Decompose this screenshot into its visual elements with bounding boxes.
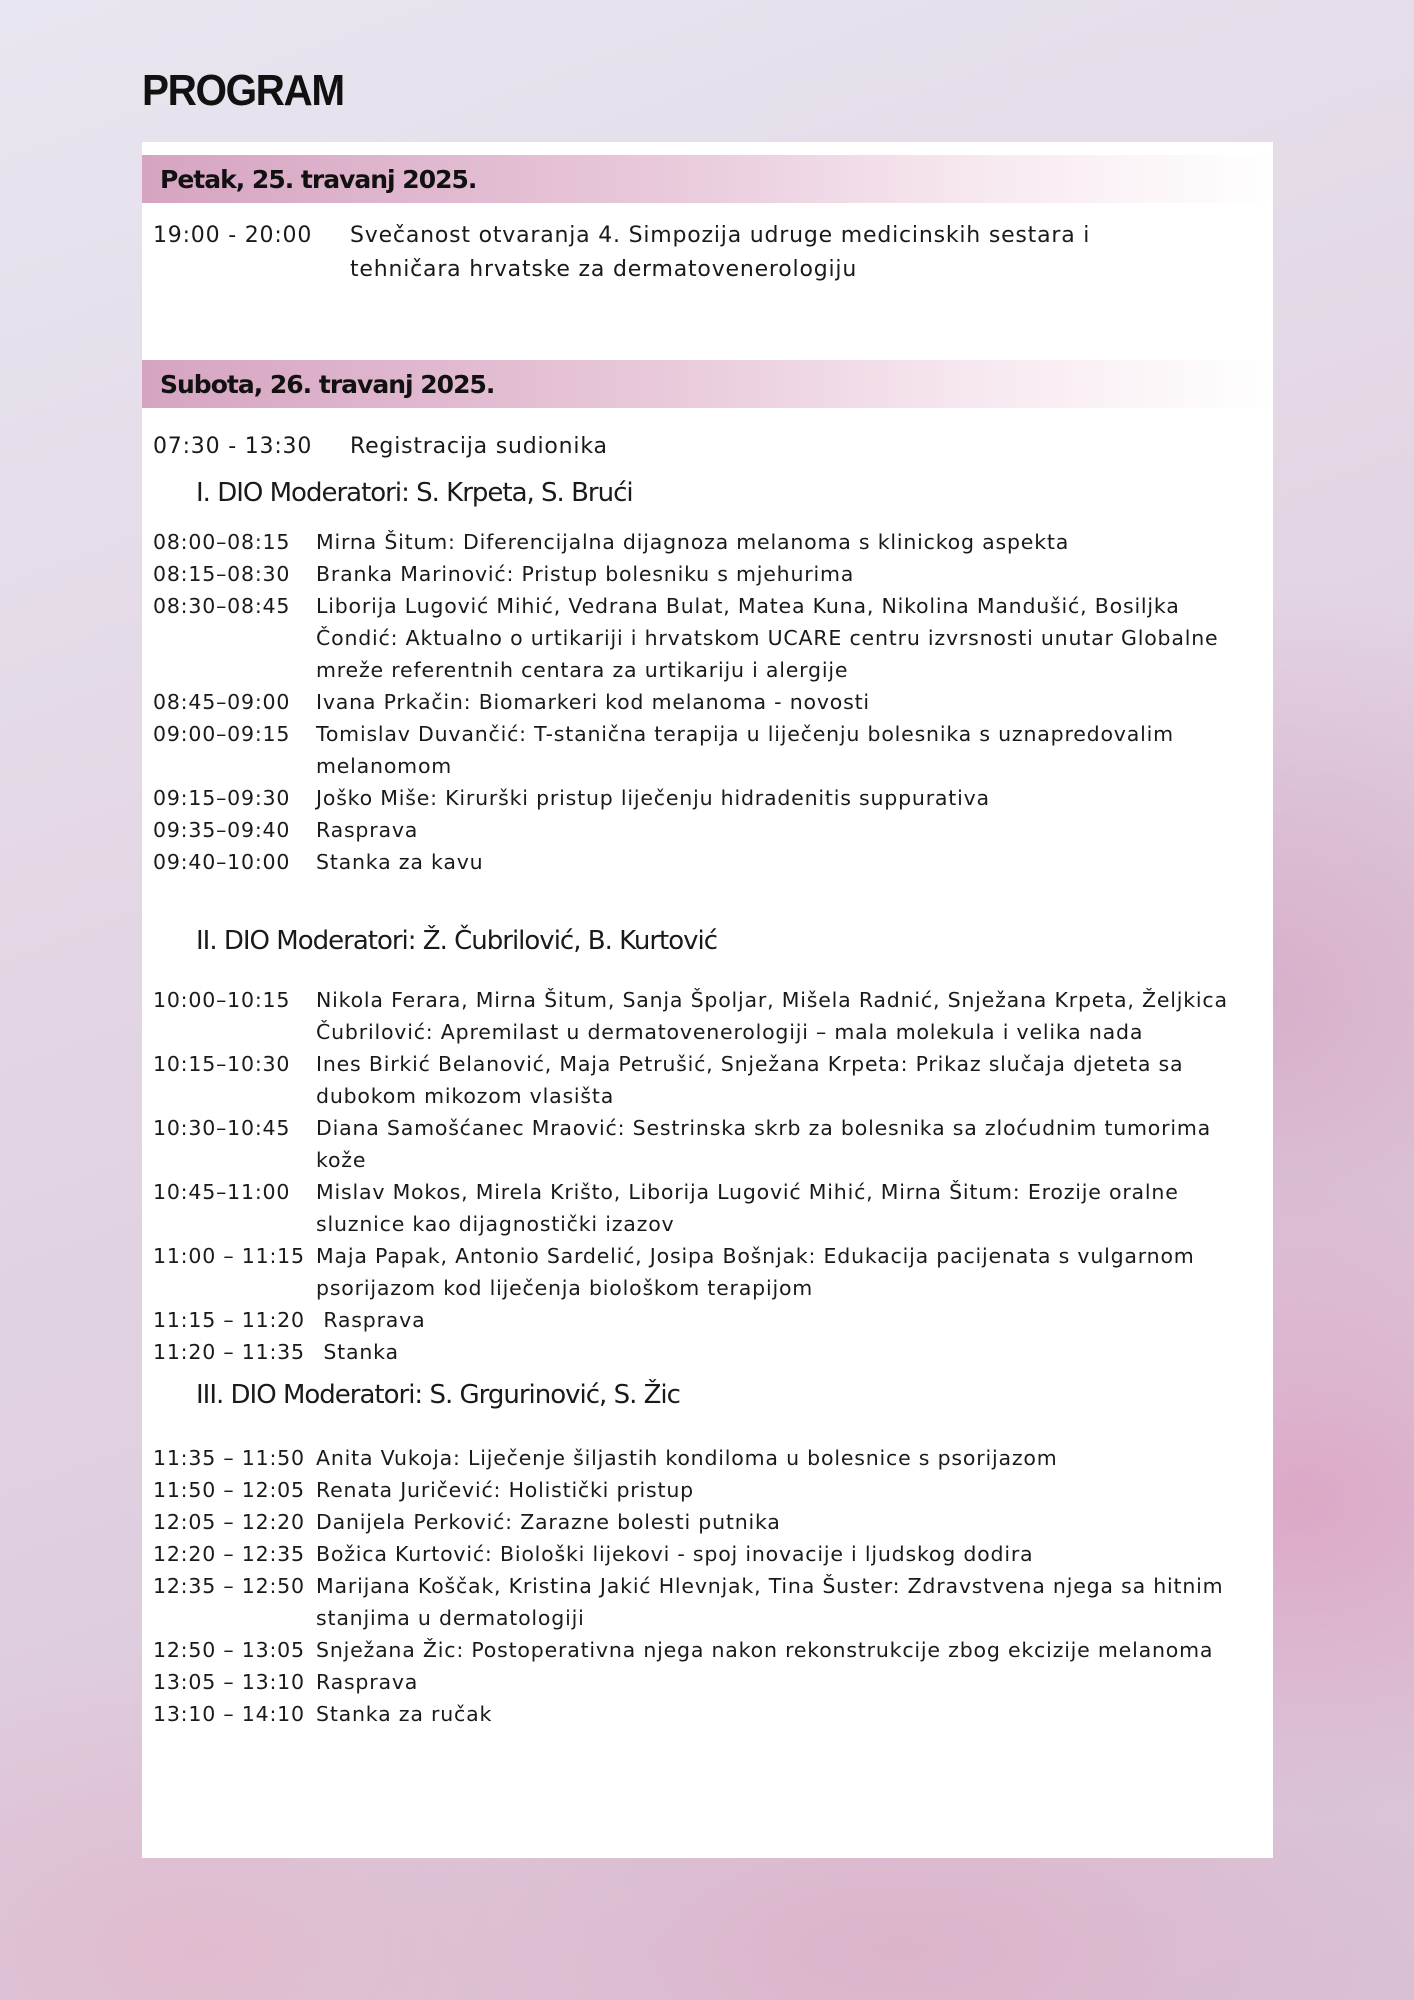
item-desc: Rasprava xyxy=(316,1308,426,1332)
item-time: 10:45–11:00 xyxy=(153,1180,291,1204)
item-desc: Stanka za ručak xyxy=(316,1702,493,1726)
item-desc: Snježana Žic: Postoperativna njega nakon rekonstrukcije zbog ekcizije melanoma xyxy=(316,1638,1214,1662)
item-time: 09:40–10:00 xyxy=(153,850,291,874)
item-time: 13:05 – 13:10 xyxy=(153,1670,305,1694)
item-time: 08:15–08:30 xyxy=(153,562,291,586)
day-header-label: Petak, 25. travanj 2025. xyxy=(160,164,477,194)
item-desc: Maja Papak, Antonio Sardelić, Josipa Bošnjak: Edukacija pacijenata s vulgarnom psorijazom kod liječenja biološkom terapijom xyxy=(316,1244,1202,1300)
item-desc: Svečanost otvaranja 4. Simpozija udruge medicinskih sestara i tehničara hrvatske za dermatovenerologiju xyxy=(350,223,1091,282)
page-title: PROGRAM xyxy=(142,66,344,115)
item-time: 08:00–08:15 xyxy=(153,530,291,554)
item-desc: Nikola Ferara, Mirna Šitum, Sanja Špoljar, Mišela Radnić, Snježana Krpeta, Željkica Čubrilović: Apremilast u dermatovenerologiji – mala molekula i velika nada xyxy=(316,988,1236,1044)
program-panel xyxy=(142,142,1273,1858)
item-desc: Danijela Perković: Zarazne bolesti putnika xyxy=(316,1510,781,1534)
item-desc: Joško Miše: Kirurški pristup liječenju hidradenitis suppurativa xyxy=(316,786,990,810)
item-desc: Rasprava xyxy=(316,818,419,842)
item-desc: Božica Kurtović: Biološki lijekovi - spoj inovacije i ljudskog dodira xyxy=(316,1542,1034,1566)
day-header-friday xyxy=(142,155,1273,203)
item-desc: Mirna Šitum: Diferencijalna dijagnoza melanoma s klinickog aspekta xyxy=(316,530,1070,554)
item-time: 13:10 – 14:10 xyxy=(153,1702,305,1726)
item-time: 11:15 – 11:20 xyxy=(153,1308,305,1332)
item-time: 12:05 – 12:20 xyxy=(153,1510,305,1534)
item-time: 11:35 – 11:50 xyxy=(153,1446,305,1470)
item-time: 08:30–08:45 xyxy=(153,594,291,618)
day-header-saturday xyxy=(142,360,1273,408)
item-time: 07:30 - 13:30 xyxy=(153,434,313,459)
item-time: 10:30–10:45 xyxy=(153,1116,291,1140)
item-desc: Rasprava xyxy=(316,1670,419,1694)
item-time: 12:35 – 12:50 xyxy=(153,1574,305,1598)
section-heading-part2: II. DIO Moderatori: Ž. Čubrilović, B. Kurtović xyxy=(196,926,718,956)
day-header-label: Subota, 26. travanj 2025. xyxy=(160,369,495,399)
item-desc: Stanka xyxy=(316,1340,399,1364)
item-desc: Ivana Prkačin: Biomarkeri kod melanoma - novosti xyxy=(316,690,870,714)
item-desc: Tomislav Duvančić: T-stanična terapija u liječenju bolesnika s uznapredovalim melanomom xyxy=(316,722,1182,778)
section-heading-part3: III. DIO Moderatori: S. Grgurinović, S. Žic xyxy=(196,1380,680,1410)
section-heading-part1: I. DIO Moderatori: S. Krpeta, S. Brući xyxy=(196,478,633,508)
item-time: 10:15–10:30 xyxy=(153,1052,291,1076)
item-time: 09:00–09:15 xyxy=(153,722,291,746)
item-desc: Registracija sudionika xyxy=(350,434,608,459)
item-time: 11:00 – 11:15 xyxy=(153,1244,305,1268)
item-time: 09:35–09:40 xyxy=(153,818,291,842)
item-time: 09:15–09:30 xyxy=(153,786,291,810)
item-desc: Marijana Koščak, Kristina Jakić Hlevnjak, Tina Šuster: Zdravstvena njega sa hitnim stanjima u dermatologiji xyxy=(316,1574,1231,1630)
item-time: 11:50 – 12:05 xyxy=(153,1478,305,1502)
item-desc: Ines Birkić Belanović, Maja Petrušić, Snježana Krpeta: Prikaz slučaja djeteta sa dubokom mikozom vlasišta xyxy=(316,1052,1191,1108)
item-time: 12:50 – 13:05 xyxy=(153,1638,305,1662)
item-desc: Diana Samošćanec Mraović: Sestrinska skrb za bolesnika sa zloćudnim tumorima kože xyxy=(316,1116,1219,1172)
item-time: 19:00 - 20:00 xyxy=(153,223,313,248)
item-desc: Branka Marinović: Pristup bolesniku s mjehurima xyxy=(316,562,855,586)
item-desc: Renata Juričević: Holistički pristup xyxy=(316,1478,694,1502)
item-time: 08:45–09:00 xyxy=(153,690,291,714)
item-desc: Anita Vukoja: Liječenje šiljastih kondiloma u bolesnice s psorijazom xyxy=(316,1446,1058,1470)
item-time: 12:20 – 12:35 xyxy=(153,1542,305,1566)
item-desc: Stanka za kavu xyxy=(316,850,484,874)
item-desc: Liborija Lugović Mihić, Vedrana Bulat, Matea Kuna, Nikolina Mandušić, Bosiljka Čondić: Aktualno o urtikariji i hrvatskom UCARE centru izvrsnosti unutar Globalne mreže referentnih centara za urtikariju i alergije xyxy=(316,594,1226,682)
item-desc: Mislav Mokos, Mirela Krišto, Liborija Lugović Mihić, Mirna Šitum: Erozije oralne sluznice kao dijagnostički izazov xyxy=(316,1180,1186,1236)
item-time: 11:20 – 11:35 xyxy=(153,1340,305,1364)
item-time: 10:00–10:15 xyxy=(153,988,291,1012)
